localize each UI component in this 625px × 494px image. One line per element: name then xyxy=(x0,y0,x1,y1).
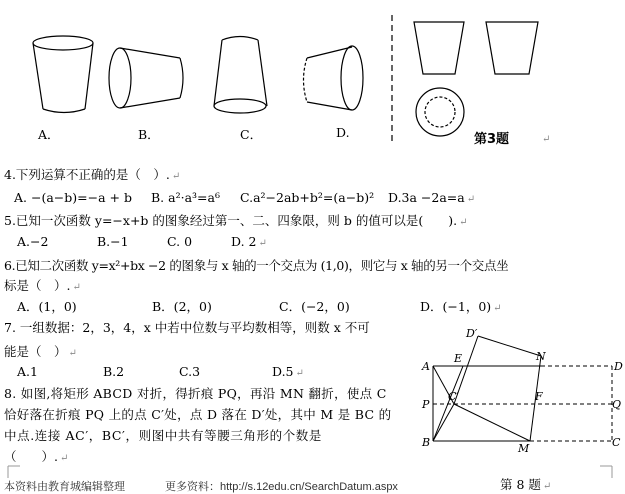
option-b-label: B． xyxy=(138,127,160,142)
q7-option-c: C.3 xyxy=(179,364,201,379)
side-view-drawing xyxy=(486,22,538,74)
q8-line4: （ ）. ↵ xyxy=(4,449,69,464)
cup-c-drawing xyxy=(214,37,267,114)
option-a-label: A． xyxy=(38,127,60,142)
q4-option-a: A. −(a−b)=−a + b xyxy=(14,190,132,205)
q7-option-b: B.2 xyxy=(103,364,125,379)
figure-8-caption: 第 8 题 ↵ xyxy=(500,477,552,492)
footer-source: 本资料由教育城编辑整理 xyxy=(4,481,125,493)
front-view-drawing xyxy=(414,22,464,74)
q8-line2: 恰好落在折痕 PQ 上的点 C′处，点 D 落在 D′处，其中 M 是 BC 的 xyxy=(4,407,392,422)
q4-option-d: D.3a −2a=a ↵ xyxy=(388,190,476,205)
q4-stem: 4.下列运算不正确的是（ ）. ↵ xyxy=(4,167,181,182)
q5-option-a: A.−2 xyxy=(17,234,49,249)
q8-line1: 8. 如图,将矩形 ABCD 对折，得折痕 PQ，再沿 MN 翻折，使点 C xyxy=(4,386,387,401)
label-c: C xyxy=(612,436,621,449)
label-c-prime: C′ xyxy=(448,390,459,403)
q8-line3: 中点.连接 AC′，BC′，则图中共有等腰三角形的个数是 xyxy=(4,428,322,443)
q5-option-d: D. 2 ↵ xyxy=(231,234,267,249)
figure-3 xyxy=(0,0,625,150)
cup-b-drawing xyxy=(109,48,183,108)
option-d-label: D. xyxy=(336,125,350,140)
cup-d-drawing xyxy=(304,46,364,110)
q6-stem-line1: 6.已知二次函数 y=x²+bx −2 的图象与 x 轴的一个交点为 (1,0)，则它与 x 轴的另一个交点坐 xyxy=(4,258,509,273)
label-e: E xyxy=(454,352,463,365)
cup-a-drawing xyxy=(33,36,93,113)
footer-more-link[interactable]: 更多资料：http://s.12edu.cn/SearchDatum.aspx xyxy=(165,481,398,493)
q4-option-b: B. a²·a³=a⁶ xyxy=(151,190,220,205)
label-f: F xyxy=(535,390,543,403)
q6-option-a: A．(1，0) xyxy=(17,299,77,314)
label-d: D xyxy=(614,360,623,373)
top-view-drawing xyxy=(416,88,464,136)
q5-option-b: B.−1 xyxy=(97,234,129,249)
label-d-prime: D′ xyxy=(466,327,478,340)
label-n: N xyxy=(536,350,546,363)
figure-3-caption: 第3题 xyxy=(474,132,510,147)
q6-stem-line2: 标是（ ）. ↵ xyxy=(4,278,81,293)
return-mark: ↵ xyxy=(542,134,551,145)
label-m: M xyxy=(518,442,530,455)
q7-option-a: A.1 xyxy=(17,364,38,379)
label-q: Q xyxy=(612,398,622,411)
q6-option-b: B．(2，0) xyxy=(152,299,212,314)
q5-option-c: C. 0 xyxy=(167,234,193,249)
q4-option-c: C.a²−2ab+b²=(a−b)² xyxy=(240,190,375,205)
q7-stem-line1: 7. 一组数据：2，3，4，x 中若中位数与平均数相等，则数 x 不可 xyxy=(4,320,370,335)
q5-stem: 5.已知一次函数 y=−x+b 的图象经过第一、二、四象限，则 b 的值可以是( ). ↵ xyxy=(4,213,468,228)
q6-option-d: D．(−1，0) ↵ xyxy=(420,299,502,314)
option-c-label: C． xyxy=(240,127,263,142)
q7-stem-line2: 能是（ ） ↵ xyxy=(4,344,77,359)
label-b: B xyxy=(422,436,431,449)
q7-option-d: D.5 ↵ xyxy=(272,364,304,379)
label-p: P xyxy=(422,398,430,411)
q6-option-c: C．(−2，0) xyxy=(279,299,350,314)
label-a: A xyxy=(422,360,430,373)
